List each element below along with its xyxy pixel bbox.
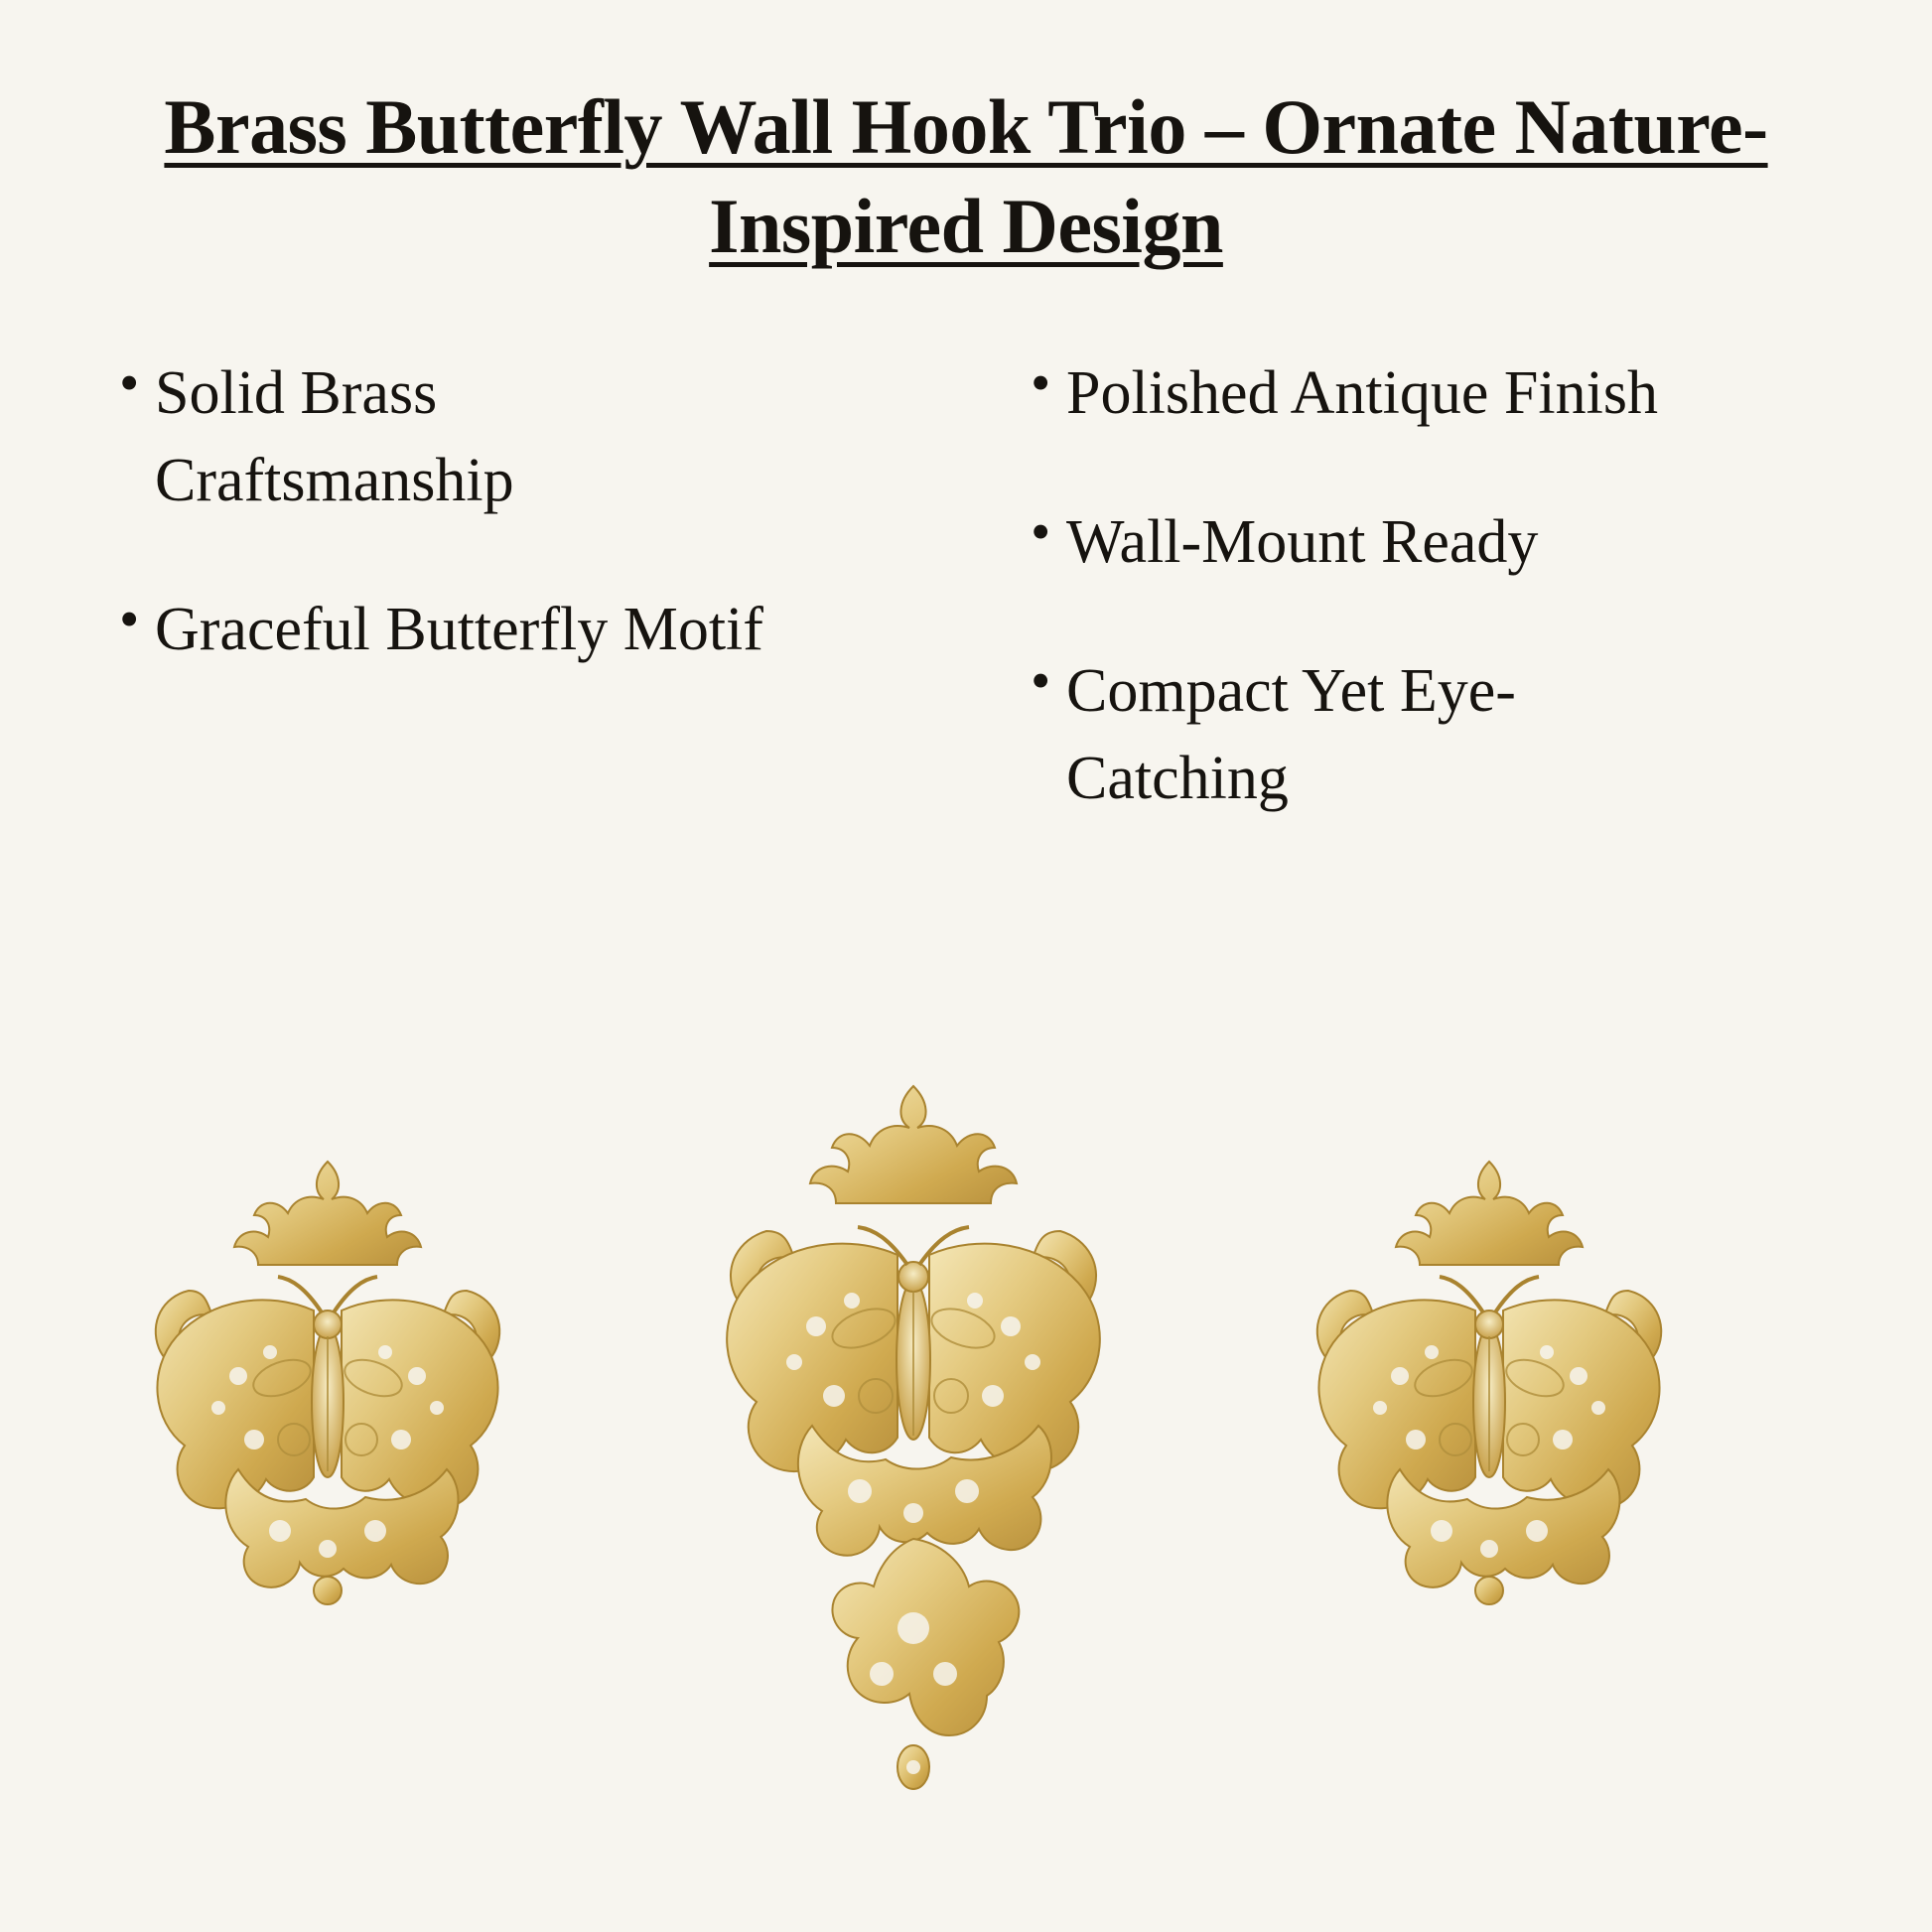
page-title: Brass Butterfly Wall Hook Trio – Ornate Nature-Inspired Design [164,83,1768,269]
feature-column-left [119,349,971,884]
list-item [119,586,971,673]
list-item [1031,647,1823,822]
brass-butterfly-hook-left [119,1142,536,1623]
bullet-icon: • [1031,647,1051,713]
brass-butterfly-hook-right [1281,1142,1698,1623]
list-item [119,349,971,524]
bullet-icon: • [1031,498,1051,564]
bullet-icon: • [1031,349,1051,415]
feature-label: Wall-Mount Ready [1066,507,1539,576]
feature-label: Graceful Butterfly Motif [155,595,763,663]
product-image-group [0,1042,1932,1932]
feature-list [0,349,1932,884]
bullet-icon: • [119,349,140,415]
bullet-icon: • [119,586,140,651]
title-block [0,0,1932,276]
list-item [1031,498,1823,586]
feature-label: Polished Antique Finish [1066,358,1658,427]
feature-label: Solid Brass Craftsmanship [155,358,514,514]
feature-column-right [971,349,1823,884]
list-item [1031,349,1823,437]
brass-butterfly-hook-center [685,1072,1142,1812]
feature-label: Compact Yet Eye-Catching [1066,656,1516,812]
